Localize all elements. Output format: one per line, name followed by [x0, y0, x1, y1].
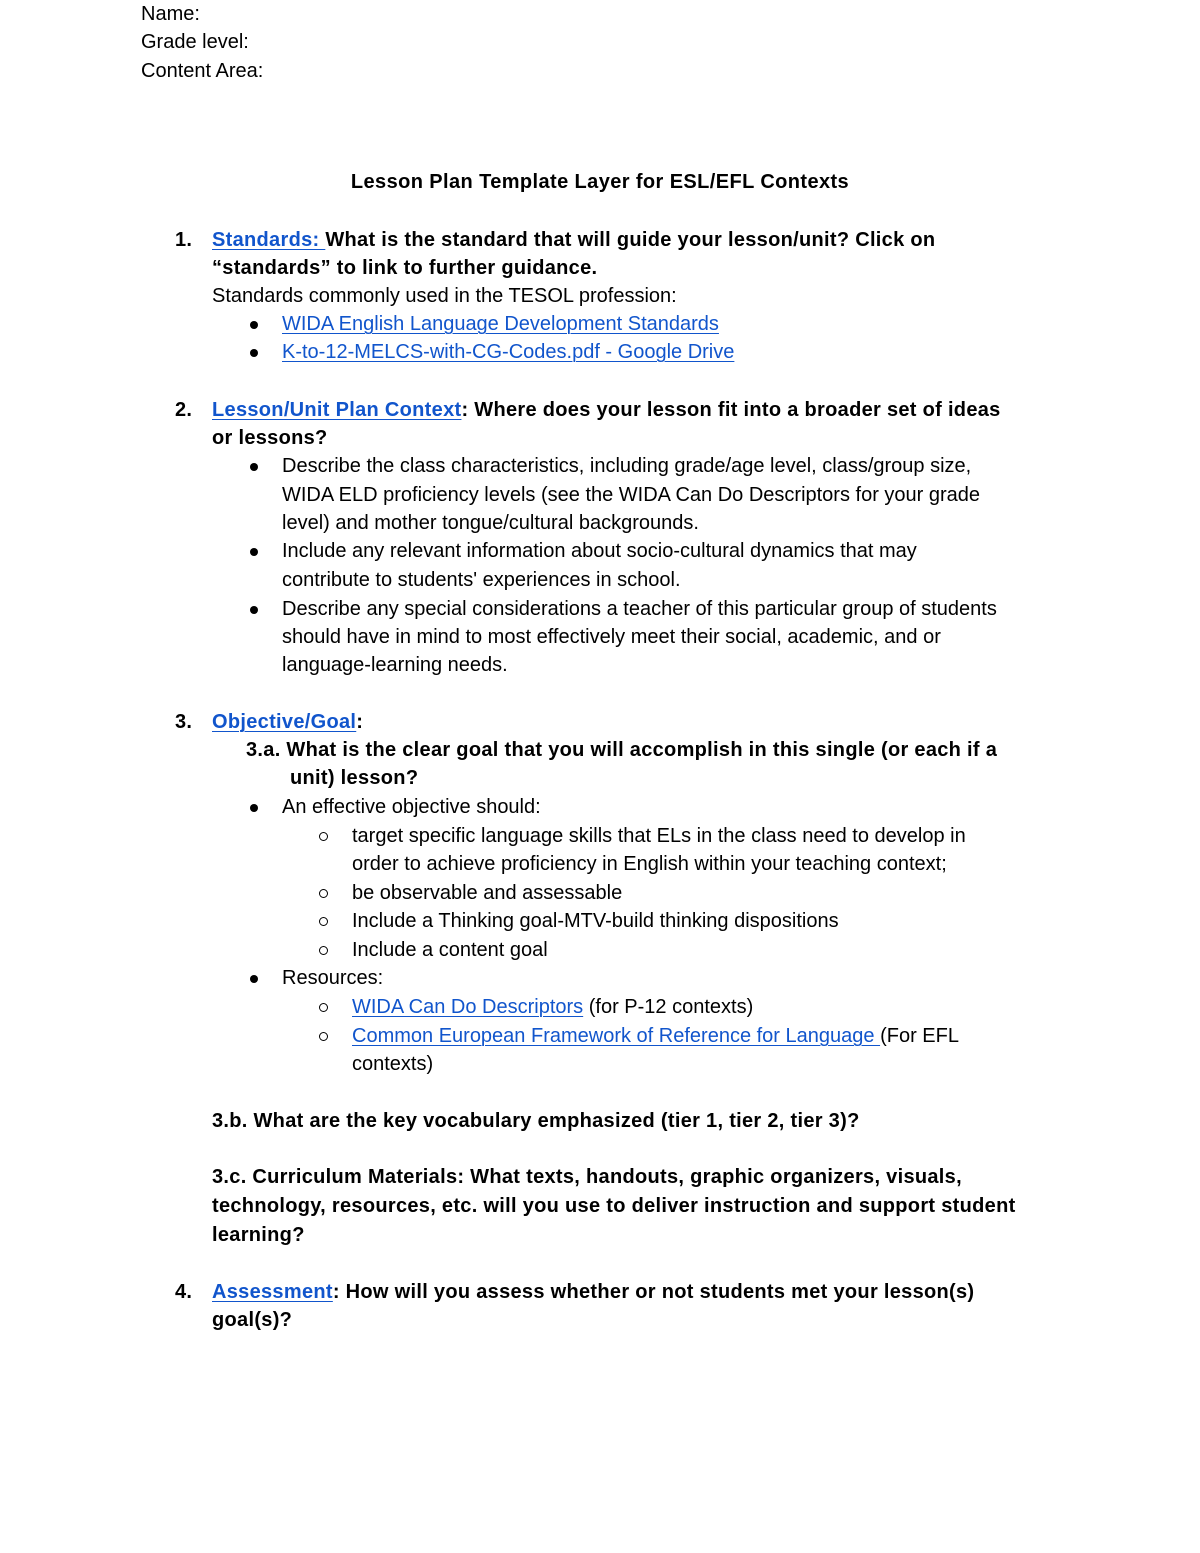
section-3c-line-1: 3.c. Curriculum Materials: What texts, handouts, graphic organizers, visuals, — [212, 1166, 962, 1188]
bullet-icon — [250, 975, 258, 983]
section-2-heading — [212, 396, 1001, 424]
resource-2 — [352, 1022, 959, 1050]
objective-sub-3: Include a Thinking goal-MTV-build thinking dispositions — [352, 910, 839, 932]
section-1-heading — [212, 226, 935, 254]
section-3b-question: 3.b. What are the key vocabulary emphasized (tier 1, tier 2, tier 3)? — [212, 1110, 860, 1132]
bullet-icon — [250, 548, 258, 556]
bullet-icon — [250, 804, 258, 812]
colon: : — [461, 399, 469, 421]
circle-bullet-icon — [319, 946, 328, 955]
name-label: Name: — [141, 3, 200, 25]
context-bullet-2-line-1: Include any relevant information about socio-cultural dynamics that may — [282, 540, 917, 562]
bullet-icon — [250, 321, 258, 329]
lesson-unit-plan-context-link[interactable]: Lesson/Unit Plan Context — [212, 399, 462, 421]
section-1-number: 1. — [175, 229, 193, 251]
section-3a-question: 3.a. What is the clear goal that you will accomplish in this single (or each if a — [246, 739, 998, 761]
wida-eld-standards-link[interactable]: WIDA English Language Development Standards — [282, 313, 719, 335]
cefr-link[interactable]: Common European Framework of Reference for Language — [352, 1025, 881, 1047]
assessment-link[interactable]: Assessment — [212, 1281, 333, 1303]
section-3c-line-2: technology, resources, etc. will you use to deliver instruction and support student — [212, 1195, 1016, 1217]
section-4-heading — [212, 1278, 974, 1306]
objective-sub-4: Include a content goal — [352, 939, 548, 961]
section-1-question: What is the standard that will guide your lesson/unit? Click on — [325, 229, 936, 251]
standards-intro: Standards commonly used in the TESOL profession: — [212, 285, 677, 307]
section-3-heading — [212, 708, 363, 736]
circle-bullet-icon — [319, 889, 328, 898]
circle-bullet-icon — [319, 917, 328, 926]
section-4-question-cont: goal(s)? — [212, 1309, 293, 1331]
section-3c-line-3: learning? — [212, 1224, 305, 1246]
section-4-number: 4. — [175, 1281, 193, 1303]
context-bullet-1-line-1: Describe the class characteristics, including grade/age level, class/group size, — [282, 455, 972, 477]
wida-can-do-descriptors-link[interactable]: WIDA Can Do Descriptors — [352, 996, 584, 1018]
effective-objective-label: An effective objective should: — [282, 796, 541, 818]
circle-bullet-icon — [319, 832, 328, 841]
grade-level-label: Grade level: — [141, 31, 249, 53]
resource-1-note: (for P-12 contexts) — [583, 996, 754, 1018]
objective-sub-2: be observable and assessable — [352, 882, 623, 904]
context-bullet-1-line-2: WIDA ELD proficiency levels (see the WIDA Can Do Descriptors for your grade — [282, 484, 981, 506]
section-2-number: 2. — [175, 399, 193, 421]
bullet-icon — [250, 349, 258, 357]
section-4-question: : How will you assess whether or not students met your lesson(s) — [332, 1281, 975, 1303]
section-2-question-cont: or lessons? — [212, 427, 328, 449]
resource-2-note: (For EFL — [880, 1025, 959, 1047]
section-1-question-cont: “standards” to link to further guidance. — [212, 257, 598, 279]
objective-sub-1-line-1: target specific language skills that ELs in the class need to develop in — [352, 825, 966, 847]
bullet-icon — [250, 606, 258, 614]
content-area-label: Content Area: — [141, 60, 264, 82]
melcs-google-drive-link[interactable]: K-to-12-MELCS-with-CG-Codes.pdf - Google Drive — [282, 341, 735, 363]
section-3a-question-cont: unit) lesson? — [290, 767, 419, 789]
circle-bullet-icon — [319, 1003, 328, 1012]
objective-sub-1-line-2: order to achieve proficiency in English within your teaching context; — [352, 853, 947, 875]
context-bullet-3-line-3: language-learning needs. — [282, 654, 508, 676]
bullet-icon — [250, 463, 258, 471]
colon: : — [356, 711, 364, 733]
section-3-number: 3. — [175, 711, 193, 733]
resources-label: Resources: — [282, 967, 384, 989]
context-bullet-3-line-1: Describe any special considerations a teacher of this particular group of students — [282, 598, 997, 620]
context-bullet-3-line-2: should have in mind to most effectively meet their social, academic, and or — [282, 626, 941, 648]
context-bullet-2-line-2: contribute to students' experiences in school. — [282, 569, 681, 591]
resource-1 — [352, 993, 753, 1021]
resource-2-note-cont: contexts) — [352, 1053, 434, 1075]
section-2-question: Where does your lesson fit into a broader set of ideas — [468, 399, 1001, 421]
context-bullet-1-line-3: level) and mother tongue/cultural backgrounds. — [282, 512, 699, 534]
standards-link[interactable]: Standards: — [212, 229, 326, 251]
document-title: Lesson Plan Template Layer for ESL/EFL Contexts — [350, 171, 850, 193]
objective-goal-link[interactable]: Objective/Goal — [212, 711, 357, 733]
circle-bullet-icon — [319, 1032, 328, 1041]
